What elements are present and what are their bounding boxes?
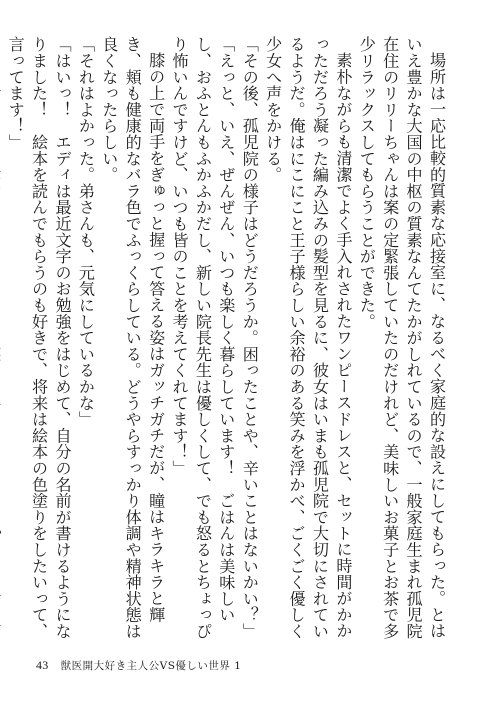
paragraph-7-dialogue: 「はいっ！ エディは最近文字のお勉強をはじめて、自分の名前が書けるようになりました！ 絵本を読んでもらうのも好きで、将来は絵本の色塗りをしたいって、言ってます！」	[5, 36, 72, 640]
paragraph-2: 素朴ながらも清潔でよく手入れされたワンピースドレスと、セットに時間がかかっただろう凝った編み込みの髪型を見るに、彼女はいまも孤児院で大切にされているようだ。俺はにこにこと王子様らしい余裕のある笑みを浮かべ、ごくごく優しく少女へ声をかける。	[263, 36, 353, 640]
page-number: 43	[36, 658, 49, 672]
vertical-text-body	[5, 36, 448, 646]
paragraph-6-dialogue: 「それはよかった。弟さんも、元気にしているかな」	[75, 36, 95, 428]
page-footer	[36, 658, 241, 673]
paragraph-4-dialogue: 「えっと、いえ、ぜんぜん、いつも楽しく暮らしています！ ごはんは美味しいし、おふとんもふかふかだし、新しい院長先生は優しくして、でも怒るとちょっぴり怖いんですけど、いつも皆のことを考えてくれてます！」	[169, 36, 236, 640]
paragraph-5: 膝の上で両手をぎゅっと握って答える姿はガッチガチだが、瞳はキラキラと輝き、頬も健康的なバラ色でふっくらしている。どうやらすっかり体調や精神状態は良くなったらしい。	[99, 36, 166, 640]
paragraph-8	[0, 36, 3, 646]
running-title: 獣医開大好き主人公VS優しい世界 1	[60, 660, 242, 672]
paragraph-1: 場所は一応比較的質素な応接室に、なるべく家庭的な設えにしてもらった。とはいえ豊かな大国の中枢の質素なんてたかがしれているので、一般家庭生まれ孤児院在住のリリーちゃんは案の定緊張していたのだけれど、美味しいお菓子とお茶で多少リラックスしてもらうことができた。	[356, 36, 446, 640]
paragraph-3-dialogue: 「その後、孤児院の様子はどうだろうか。困ったことや、辛いことはないかい？」	[239, 36, 259, 640]
